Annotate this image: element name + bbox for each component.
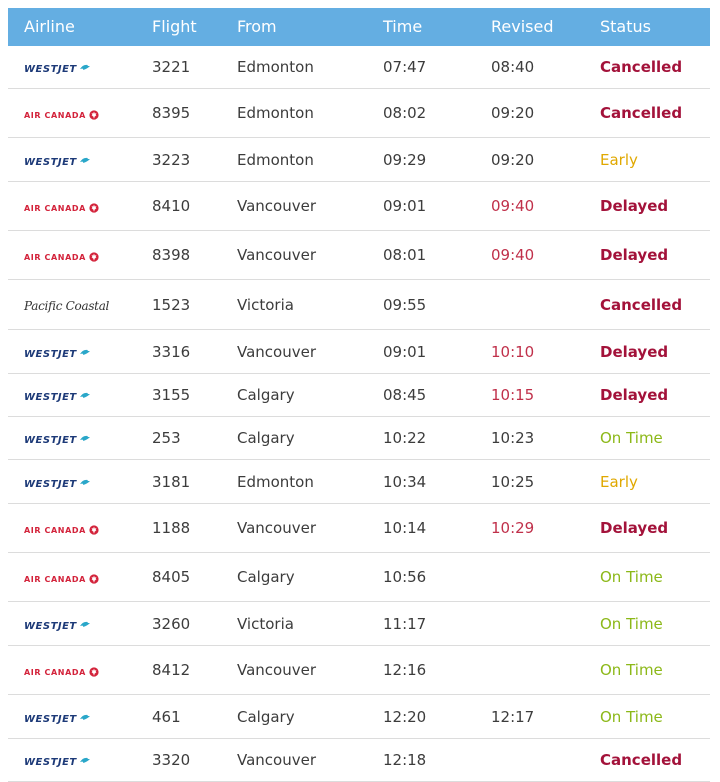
table-row[interactable]: [8, 89, 710, 138]
origin-city: Vancouver: [237, 519, 316, 537]
airline-logo: [24, 429, 91, 447]
table-header: [8, 8, 710, 46]
status-badge: Cancelled: [600, 104, 683, 122]
airline-logo-text: WESTJET: [24, 435, 77, 446]
origin-city: Victoria: [237, 614, 294, 633]
revised-time: 09:40: [491, 246, 535, 264]
westjet-maple-leaf-icon: [79, 757, 91, 768]
status-badge: On Time: [600, 429, 663, 447]
airline-logo: [24, 519, 99, 537]
revised-time: 10:23: [491, 429, 535, 447]
scheduled-time: 12:16: [383, 661, 427, 679]
status-badge: Cancelled: [600, 295, 683, 314]
table-row[interactable]: [8, 231, 710, 280]
westjet-maple-leaf-icon: [79, 479, 91, 490]
origin-city: Calgary: [237, 568, 295, 586]
scheduled-time: 10:14: [383, 519, 427, 537]
scheduled-time: 08:02: [383, 104, 427, 122]
airline-logo-text: AIR CANADA: [24, 204, 86, 213]
aircanada-maple-leaf-icon: [89, 574, 99, 586]
table-row[interactable]: [8, 417, 710, 460]
origin-city: Calgary: [237, 386, 295, 404]
westjet-maple-leaf-icon: [79, 392, 91, 403]
origin-city: Vancouver: [237, 661, 316, 679]
origin-city: Edmonton: [237, 104, 314, 122]
airline-logo: [24, 151, 91, 169]
revised-time: 10:15: [491, 386, 535, 404]
airline-logo: [24, 58, 91, 76]
header-flight[interactable]: Flight: [152, 17, 197, 36]
airline-logo: [24, 386, 91, 404]
airline-logo: [24, 751, 91, 769]
airline-logo-text: WESTJET: [24, 713, 77, 725]
flight-number: 3155: [152, 386, 191, 404]
scheduled-time: 09:01: [383, 342, 427, 361]
airline-logo-text: AIR CANADA: [24, 575, 86, 584]
scheduled-time: 07:47: [383, 58, 427, 76]
status-badge: Delayed: [600, 246, 669, 264]
flight-number: 3223: [152, 150, 191, 169]
table-row[interactable]: [8, 504, 710, 553]
airline-logo-text: WESTJET: [24, 156, 77, 168]
airline-logo-text: WESTJET: [24, 64, 77, 75]
status-badge: Early: [600, 472, 638, 491]
table-row[interactable]: [8, 739, 710, 782]
flight-number: 3316: [152, 342, 191, 361]
westjet-maple-leaf-icon: [79, 621, 91, 632]
arrivals-board: [8, 8, 710, 782]
header-airline[interactable]: Airline: [24, 17, 75, 36]
airline-logo-text: AIR CANADA: [24, 668, 86, 677]
revised-time: 12:17: [491, 707, 535, 726]
airline-logo-text: WESTJET: [24, 757, 77, 768]
status-badge: Delayed: [600, 386, 669, 404]
table-row[interactable]: [8, 280, 710, 330]
airline-logo: [24, 343, 91, 361]
airline-logo-text: WESTJET: [24, 478, 77, 490]
airline-logo-text: WESTJET: [24, 620, 77, 632]
westjet-maple-leaf-icon: [79, 435, 91, 446]
airline-logo-text: WESTJET: [24, 348, 77, 360]
origin-city: Edmonton: [237, 472, 314, 491]
revised-time: 09:40: [491, 197, 535, 215]
status-badge: On Time: [600, 707, 663, 726]
airline-logo-text: AIR CANADA: [24, 526, 86, 535]
header-from[interactable]: From: [237, 17, 277, 36]
airline-logo-text: Pacific Coastal: [24, 298, 110, 313]
origin-city: Edmonton: [237, 58, 314, 76]
flight-number: 1188: [152, 519, 191, 537]
revised-time: 08:40: [491, 58, 535, 76]
flight-number: 3320: [152, 751, 191, 769]
status-badge: On Time: [600, 614, 663, 633]
scheduled-time: 08:01: [383, 246, 427, 264]
table-row[interactable]: [8, 46, 710, 89]
airline-logo: [24, 615, 91, 633]
flight-number: 461: [152, 707, 181, 726]
flight-number: 3260: [152, 614, 191, 633]
flight-number: 3221: [152, 58, 191, 76]
origin-city: Calgary: [237, 707, 295, 726]
table-row[interactable]: [8, 182, 710, 231]
aircanada-maple-leaf-icon: [89, 110, 99, 122]
revised-time: 09:20: [491, 150, 535, 169]
status-badge: On Time: [600, 661, 663, 679]
westjet-maple-leaf-icon: [79, 64, 91, 75]
airline-logo-text: AIR CANADA: [24, 111, 86, 120]
table-row[interactable]: [8, 553, 710, 602]
westjet-maple-leaf-icon: [79, 714, 91, 725]
scheduled-time: 10:56: [383, 568, 427, 586]
origin-city: Vancouver: [237, 751, 316, 769]
aircanada-maple-leaf-icon: [89, 525, 99, 537]
origin-city: Calgary: [237, 429, 295, 447]
flight-number: 3181: [152, 472, 191, 491]
aircanada-maple-leaf-icon: [89, 667, 99, 679]
scheduled-time: 10:34: [383, 472, 427, 491]
status-badge: On Time: [600, 568, 663, 586]
origin-city: Vancouver: [237, 246, 316, 264]
table-row[interactable]: [8, 374, 710, 417]
airline-logo-text: AIR CANADA: [24, 253, 86, 262]
header-time[interactable]: Time: [383, 17, 423, 36]
scheduled-time: 12:20: [383, 707, 427, 726]
aircanada-maple-leaf-icon: [89, 203, 99, 215]
origin-city: Vancouver: [237, 342, 316, 361]
table-row[interactable]: [8, 138, 710, 182]
status-badge: Delayed: [600, 519, 669, 537]
westjet-maple-leaf-icon: [79, 157, 91, 168]
airline-logo: [24, 246, 99, 264]
origin-city: Vancouver: [237, 197, 316, 215]
flight-number: 8412: [152, 661, 191, 679]
flight-number: 253: [152, 429, 181, 447]
table-row[interactable]: [8, 695, 710, 739]
airline-logo: [24, 197, 99, 215]
scheduled-time: 09:55: [383, 295, 427, 314]
header-status[interactable]: Status: [600, 17, 651, 36]
status-badge: Delayed: [600, 197, 669, 215]
flight-number: 1523: [152, 295, 191, 314]
flight-number: 8398: [152, 246, 191, 264]
flight-number: 8395: [152, 104, 191, 122]
airline-logo: [24, 473, 91, 491]
revised-time: 09:20: [491, 104, 535, 122]
table-row[interactable]: [8, 330, 710, 374]
status-badge: Early: [600, 150, 638, 169]
flight-number: 8405: [152, 568, 191, 586]
table-row[interactable]: [8, 646, 710, 695]
airline-logo: [24, 104, 99, 122]
airline-logo: [24, 568, 99, 586]
scheduled-time: 10:22: [383, 429, 427, 447]
flight-rows: [8, 46, 710, 782]
status-badge: Delayed: [600, 342, 669, 361]
status-badge: Cancelled: [600, 58, 683, 76]
airline-logo: [24, 708, 91, 726]
airline-logo: [24, 661, 99, 679]
table-row[interactable]: [8, 460, 710, 504]
flight-number: 8410: [152, 197, 191, 215]
revised-time: 10:25: [491, 472, 535, 491]
header-revised[interactable]: Revised: [491, 17, 554, 36]
scheduled-time: 08:45: [383, 386, 427, 404]
westjet-maple-leaf-icon: [79, 349, 91, 360]
status-badge: Cancelled: [600, 751, 683, 769]
scheduled-time: 11:17: [383, 614, 427, 633]
origin-city: Victoria: [237, 295, 294, 314]
scheduled-time: 09:01: [383, 197, 427, 215]
revised-time: 10:29: [491, 519, 535, 537]
origin-city: Edmonton: [237, 150, 314, 169]
scheduled-time: 09:29: [383, 150, 427, 169]
aircanada-maple-leaf-icon: [89, 252, 99, 264]
airline-logo: [24, 296, 109, 314]
revised-time: 10:10: [491, 342, 535, 361]
scheduled-time: 12:18: [383, 751, 427, 769]
airline-logo-text: WESTJET: [24, 392, 77, 403]
table-row[interactable]: [8, 602, 710, 646]
